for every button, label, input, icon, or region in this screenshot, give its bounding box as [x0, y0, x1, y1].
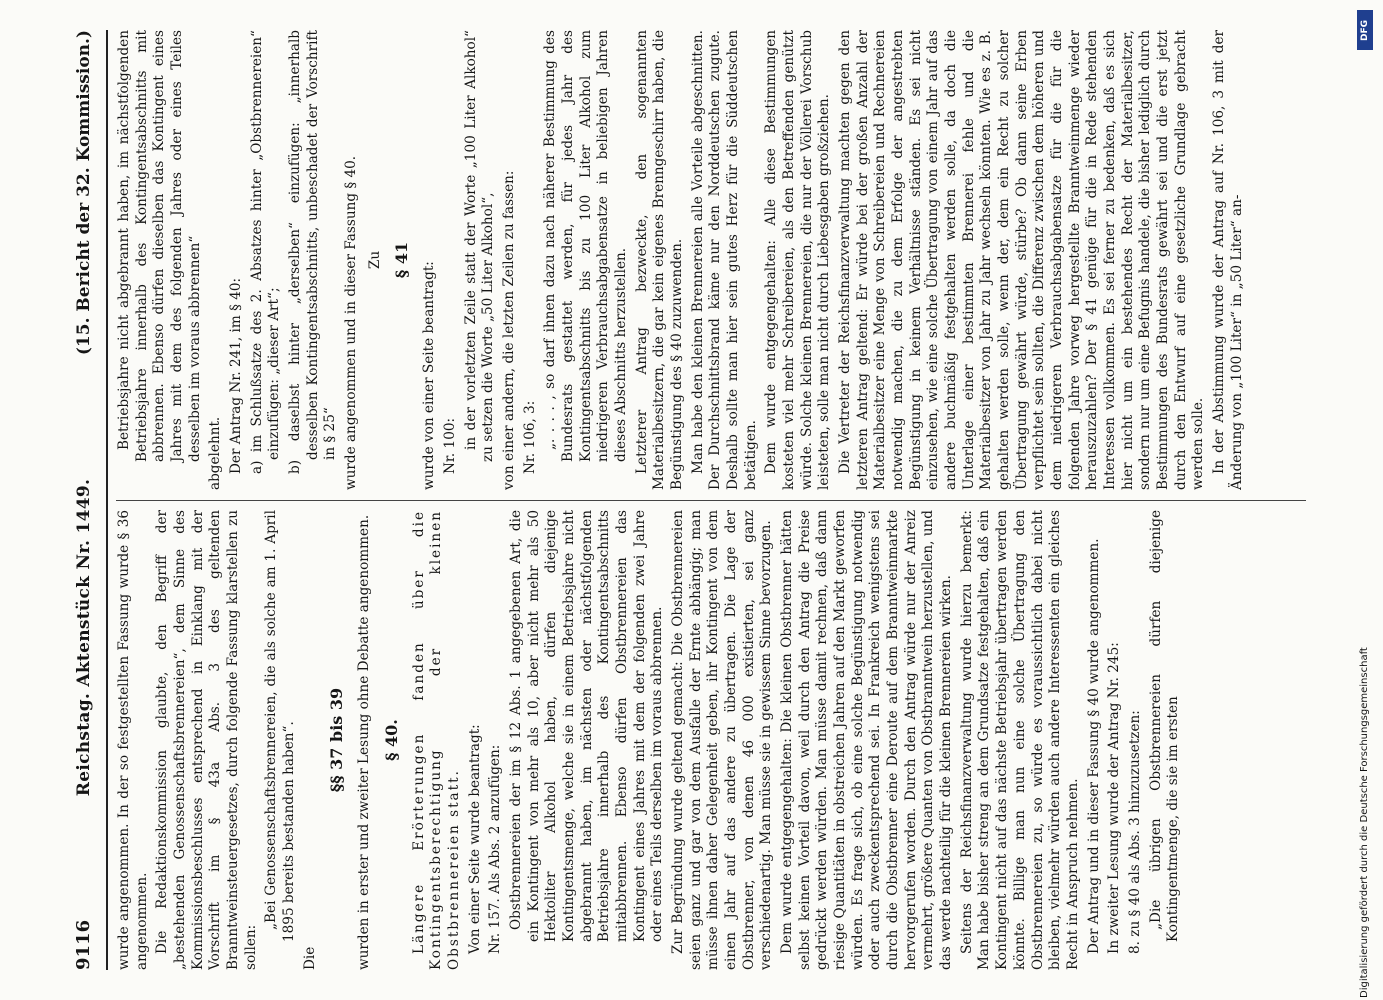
left-column [116, 510, 1306, 970]
paragraph: Man habe den kleinen Brennereien alle Vorteile abgeschnitten. Der Durchschnittsbrand käme nur den Norddeutschen zugute. Deshalb sollte man hier sein gutes Herz für die Süddeutschen betätigen. [689, 30, 759, 490]
section-heading: §§ 37 bis 39 [326, 687, 346, 793]
page-number: 9116 [72, 919, 94, 970]
paragraph: wurden in erster und zweiter Lesung ohne Debatte angenommen. [355, 514, 372, 970]
paragraph: Die Redaktionskommission glaubte, den Begriff der „bestehenden Genossenschaftsbrennereien“, dem Sinne des Kommissionsbeschlusses entsprechend in Einklang mit der Vorschrift im § 43a Abs. 3 des geltenden Branntweinsteuergesetzes, durch folgende Fassung klarstellen zu sollen: [153, 510, 259, 970]
header-left-title: Reichstag. Aktenstück Nr. 1449. [73, 478, 94, 797]
paragraph: Letzterer Antrag bezweckte, den sogenannten Materialbesitzern, die gar kein eigenes Brenngeschirr haben, die Begünstigung des § 40 zuzuwenden. [633, 30, 685, 490]
list-item: a) im Schlußsatze des 2. Absatzes hinter „Obstbrennereien“ einzufügen: „dieser Art“; [248, 30, 282, 474]
paragraph: Zu [366, 250, 383, 270]
quote: in der vorletzten Zeile statt der Worte „100 Liter Alkohol“ zu setzen die Worte „50 Liter Alkohol“, [462, 30, 496, 462]
paragraph: Die [301, 946, 318, 970]
paragraph: In zweiter Lesung wurde der Antrag Nr. 245: [1105, 642, 1122, 954]
section-heading: § 41 [391, 241, 411, 279]
paragraph: Nr. 100: [441, 417, 458, 474]
dfg-logo-icon: DFG [1357, 10, 1373, 50]
quote: „. . . . , so darf ihnen dazu nach näherer Bestimmung des Bundesrats gestattet werden, für jedes Jahr des Kontingentsabschnitts bis zu 100 Liter Alkohol zum niedrigeren Verbrauchsabgabensatze in beliebigen Jahren dieses Abschnitts herzustellen. [541, 30, 629, 462]
section-heading: § 40. [381, 719, 401, 761]
quote: Obstbrennereien der im § 12 Abs. 1 angegebenen Art, die ein Kontingent von mehr als 10, aber nicht mehr als 50 Hektoliter Alkohol haben, dürfen diejenige Kontingentsmenge, welche sie in einem Betriebsjahre nicht abgebrannt haben, im nächsten oder nächstfolgenden Betriebsjahre innerhalb des Kontingentsabschnitts mitabbrennen. Ebenso dürfen Obstbrennereien das Kontingent eines Jahres mit dem der folgenden zwei Jahre oder eines Teils derselben im voraus abbrennen. [507, 510, 665, 942]
paragraph: Längere Erörterungen fanden über die Kontingentsberechtigung der kleinen Obstbrennereien statt. [410, 510, 462, 970]
paragraph: Seitens der Reichsfinanzverwaltung wurde hierzu bemerkt: Man habe bisher streng an dem Grundsatze festgehalten, daß ein Kontingent nicht auf das nächste Betriebsjahr übertragen werden könnte. Billige man nun eine solche Übertragung den Obstbrennereien zu, so würde es voraussichtlich dabei nicht bleiben, vielmehr würden auch andere Interessenten ein gleiches Recht in Anspruch nehmen. [958, 510, 1081, 970]
paragraph: wurde angenommen und in dieser Fassung § 40. [342, 155, 359, 490]
paragraph: abgelehnt. [206, 416, 223, 490]
list-item: b) daselbst hinter „derselben“ einzufügen: „innerhalb desselben Kontingentsabschnitts, unbeschadet der Vorschrift in § 25“ [286, 30, 338, 474]
quote: Betriebsjahre nicht abgebrannt haben, im nächstfolgenden Betriebsjahre innerhalb des Kontingentsabschnitts mit abbrennen. Ebenso dürfen dieselben das Kontingent eines Jahres mit dem des folgenden Jahres oder eines Teiles desselben im voraus abbrennen“ [115, 30, 203, 462]
text-columns [116, 30, 1306, 970]
right-column [116, 30, 1306, 490]
paragraph: Nr. 157. Als Abs. 2 anzufügen: [486, 744, 503, 954]
paragraph: Dem wurde entgegengehalten: Die kleinen Obstbrenner hätten selbst keinen Vorteil davon, weil durch den Antrag die Preise gedrückt werden würden. Man müsse damit rechnen, daß dann riesige Quantitäten in obstreichen Jahren auf den Markt geworfen würden. Es frage sich, ob eine solche Begünstigung notwendig oder auch zweckentsprechend sei. In Frankreich wenigstens sei durch die Obstbrenner eine Deroute auf dem Branntweinmarkte hervorgerufen worden. Durch den Antrag würde nur der Anreiz vermehrt, größere Quanten von Obstbranntwein herzustellen, und das werde nachteilig für die kleinen Brennereien wirken. [778, 510, 954, 970]
funding-stamp [1351, 4, 1379, 996]
header-right-title: (15. Bericht der 32. Kommission.) [73, 30, 94, 356]
paragraph: wurde von einer Seite beantragt: [420, 261, 437, 490]
paragraph: von einer andern, die letzten Zeilen zu fassen: [500, 170, 517, 490]
paragraph: Von einer Seite wurde beantragt: [466, 724, 483, 954]
quote: „Bei Genossenschaftsbrennereien, die als solche am 1. April 1895 bereits bestanden haben“. [262, 510, 297, 942]
column-rule [116, 490, 1306, 510]
funding-notice: Digitalisierung gefördert durch die Deutsche Forschungsgemeinschaft [1359, 647, 1370, 998]
rotated-document-page [72, 30, 1312, 970]
paragraph: Die Vertreter der Reichsfinanzverwaltung machten gegen den letzteren Antrag geltend: Er würde bei der großen Anzahl der Materialbesitzer eine Menge von Schreibereien und Rechnereien notwendig machen, die zu dem Erfolge der angestrebten Begünstigung in keinem Verhältnisse ständen. Es sei nicht einzusehen, wie eine solche Übertragung von einem Jahr auf das andere buchmäßig festgehalten werden solle, da doch die Unterlage einer bestimmten Brennerei fehle und die Materialbesitzer von Jahr zu Jahr wechseln könnten. Wie es z. B. gehalten werden solle, wenn der, dem ein Recht zu solcher Übertragung gewährt würde, stürbe? Ob dann seine Erben verpflichtet sein sollten, die Differenz zwischen dem höheren und dem niedrigeren Verbrauchsabgabensatze für die für die folgenden Jahre vorweg hergestellte Branntweinmenge wieder herauszuzahlen? Der § 41 genüge für die in Rede stehenden Interessen vollkommen. Es sei ferner zu bedenken, daß es sich hier nicht um ein bestehendes Recht der Materialbesitzer, sondern nur um eine Befugnis handele, die bisher lediglich durch Bestimmungen des Bundesrats gewährt sei und die erst jetzt durch den Entwurf auf eine gesetzliche Grundlage gebracht werden solle. [836, 30, 1206, 490]
paragraph: Zur Begründung wurde geltend gemacht: Die Obstbrennereien seien ganz und gar von dem Ausfalle der Ernte abhängig; man müsse ihnen daher Gelegenheit geben, ihr Kontingent von dem einen Jahr auf das andere zu übertragen. Die Lage der Obstbrenner, von denen 46 000 existierten, sei ganz verschiedenartig. Man müsse sie in gewissem Sinne bevorzugen. [669, 510, 774, 970]
page-header [72, 30, 108, 970]
paragraph: Der Antrag Nr. 241, im § 40: [227, 277, 244, 474]
paragraph: In der Abstimmung wurde der Antrag auf Nr. 106, 3 mit der Änderung von „100 Liter“ in „50 Liter“ an- [1210, 30, 1245, 490]
paragraph: wurde angenommen. In der so festgestellten Fassung wurde § 36 angenommen. [115, 510, 150, 970]
paragraph: 8. zu § 40 als Abs. 3 hinzuzusetzen: [1126, 710, 1143, 954]
paragraph: Dem wurde entgegengehalten: Alle diese Bestimmungen kosteten viel mehr Schreibereien, als den Betreffenden genützt würde. Solche kleinen Brennereien, die nur der Völlerei Vorschub leisteten, solle man nicht durch Liebesgaben großziehen. [762, 30, 832, 490]
quote: „Die übrigen Obstbrennereien dürfen diejenige Kontingentmenge, die sie im ersten [1147, 510, 1181, 942]
paragraph: Nr. 106, 3: [521, 400, 538, 474]
paragraph: Der Antrag und in dieser Fassung § 40 wurde angenommen. [1085, 538, 1102, 954]
